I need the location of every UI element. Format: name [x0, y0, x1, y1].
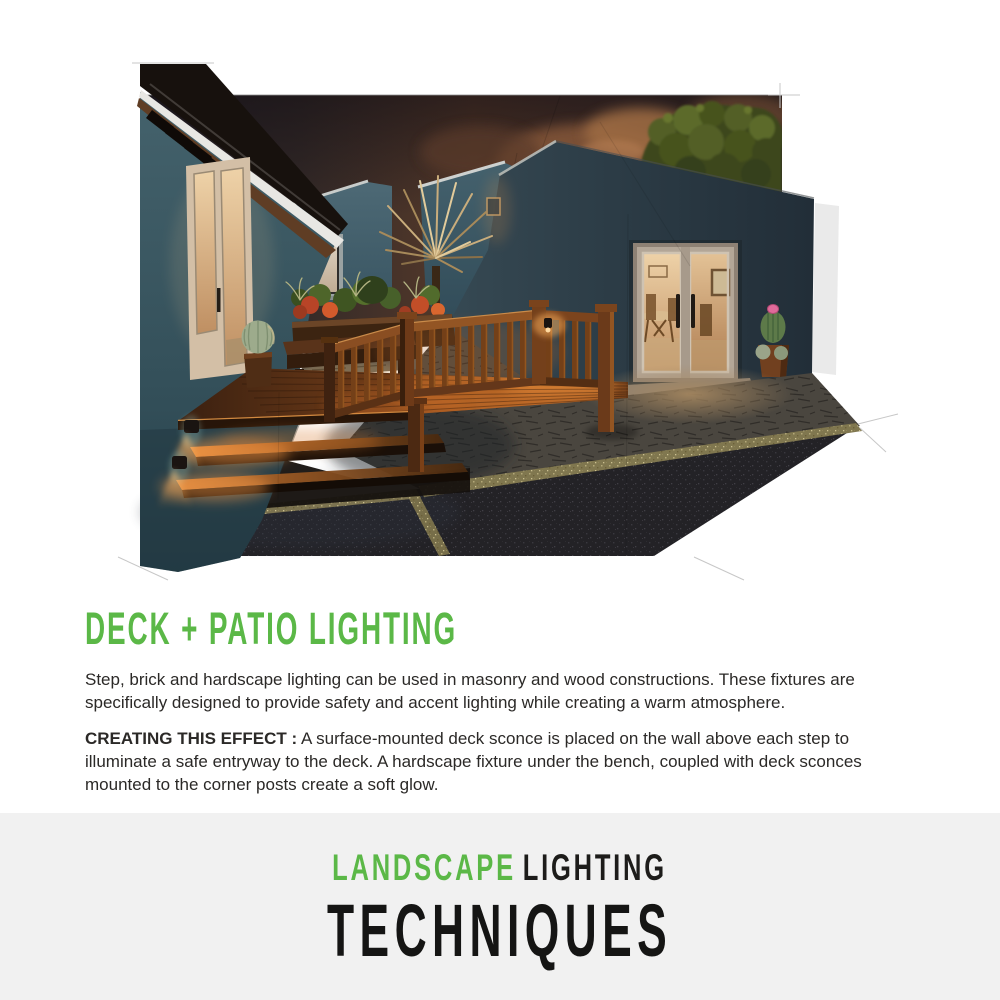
step-light-fixture-upper — [184, 420, 199, 433]
door-handle-left — [676, 294, 680, 328]
step-light-fixture-lower — [172, 456, 187, 469]
effect-body: A surface-mounted deck sconce is placed on the wall above each step to illuminate a safe entryway to the deck. A hardscape fixture under the bench, coupled with deck sconces mounted to the corner posts create a soft glow. — [85, 729, 862, 794]
brand-line — [0, 849, 1000, 886]
backdrop-panel — [812, 203, 839, 375]
picture-frame — [712, 270, 729, 295]
cactus-pot-left — [242, 321, 275, 389]
page-title-text: DECK + PATIO LIGHTING — [85, 603, 458, 654]
brand-primary: LANDSCAPE — [332, 847, 517, 888]
footer-band — [0, 813, 1000, 1000]
effect-label: CREATING THIS EFFECT : — [85, 729, 298, 748]
brand-title — [0, 889, 1000, 972]
stair-newel-post — [405, 398, 427, 472]
brand-title-text: TECHNIQUES — [327, 889, 673, 972]
entry-door-handle — [217, 288, 221, 312]
door-handle-right — [691, 294, 695, 328]
effect-paragraph — [85, 727, 905, 796]
page-title — [85, 603, 905, 654]
intro-paragraph: Step, brick and hardscape lighting can be used in masonry and wood constructions. These fixtures are specifically designed to provide safety and accent lighting while creating a warm atmosphere. — [85, 670, 855, 712]
lit-entry-door — [186, 157, 254, 380]
corner-post-sconce — [533, 313, 565, 337]
section-content — [85, 603, 905, 796]
brand-secondary: LIGHTING — [523, 847, 668, 888]
